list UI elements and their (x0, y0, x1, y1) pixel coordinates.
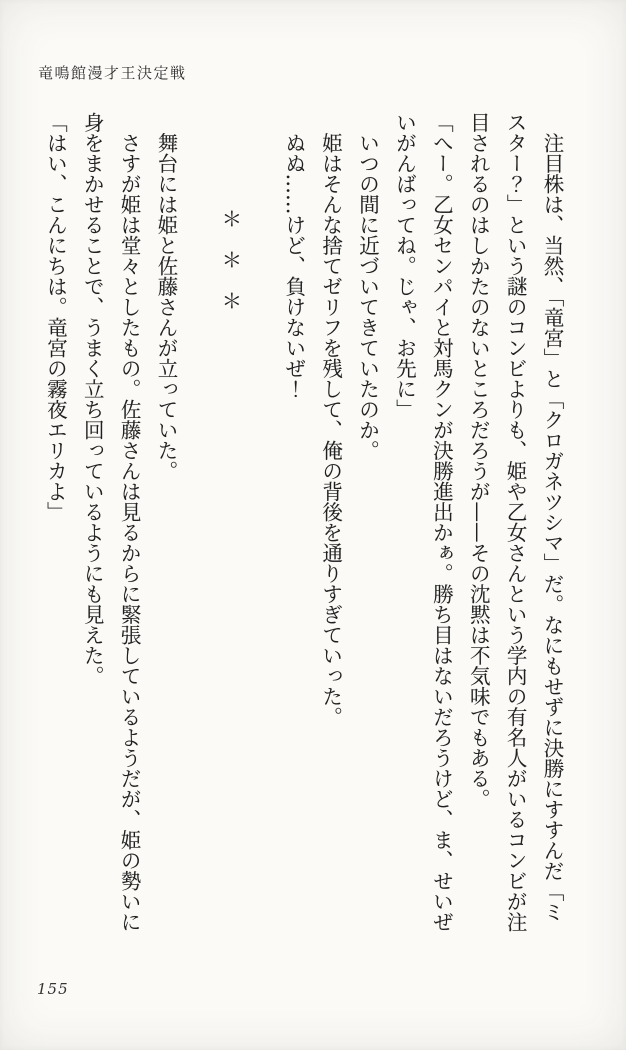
text-body (36, 112, 570, 940)
paragraph-narration: 舞台には姫と佐藤さんが立っていた。 (153, 112, 178, 481)
section-separator: ＊ ＊ ＊ (217, 208, 242, 311)
paragraph-narration: 注目株は、当然、「竜宮」と「クロガネツシマ」だ。なにもせずに決勝にすすんだ「ミスター？」という謎のコンビよりも、姫や乙女さんという学内の有名人がいるコンビが注目されるのはしかたのないところだろうが——その沈黙は不気味でもある。 (466, 112, 564, 932)
paragraph-dialogue: 「へー。乙女センパイと対馬クンが決勝進出かぁ。勝ち目はないだろうけど、ま、せいぜいがんばってね。じゃ、お先に」 (392, 112, 454, 932)
paragraph-dialogue: 「はい、こんにちは。竜宮の霧夜エリカよ」 (43, 112, 68, 522)
page-number: 155 (37, 980, 69, 998)
paragraph-narration: ぬぬ……けど、負けないぜ！ (281, 112, 306, 399)
running-header: 竜鳴館漫才王決定戦 (38, 64, 187, 82)
paragraph-narration: 姫はそんな捨てゼリフを残して、俺の背後を通りすぎていった。 (318, 112, 343, 727)
paragraph-narration: いつの間に近づいてきていたのか。 (355, 112, 380, 461)
paragraph-narration: さすが姫は堂々としたもの。佐藤さんは見るからに緊張しているようだが、姫の勢いに身をまかせることで、うまく立ち回っているようにも見えた。 (80, 112, 142, 932)
